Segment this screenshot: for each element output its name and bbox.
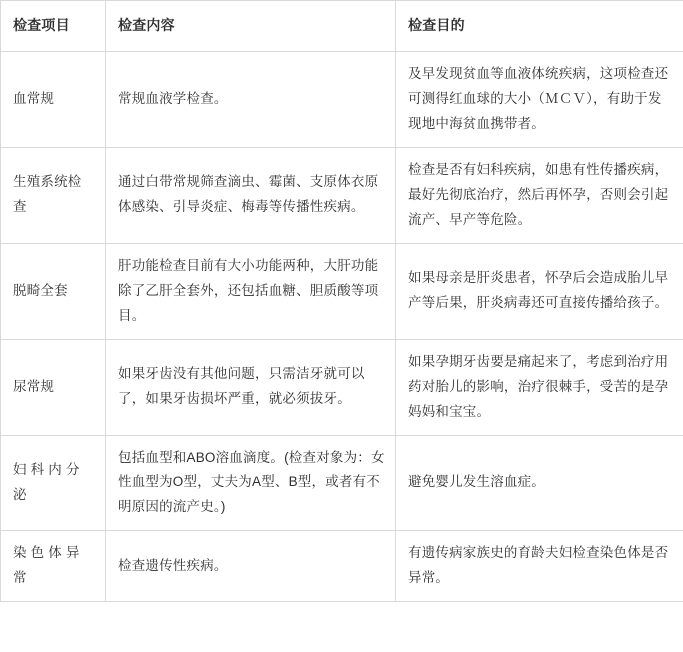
cell-item: 染 色 体 异 常 [1, 531, 106, 602]
cell-item: 生殖系统检查 [1, 147, 106, 243]
cell-item: 妇 科 内 分 泌 [1, 435, 106, 531]
table-row [1, 339, 683, 435]
cell-item: 血常规 [1, 51, 106, 147]
cell-purpose: 避免婴儿发生溶血症。 [396, 435, 683, 531]
cell-purpose: 有遗传病家族史的育龄夫妇检查染色体是否异常。 [396, 531, 683, 602]
table-header-row [1, 1, 683, 52]
cell-content: 通过白带常规筛查滴虫、霉菌、支原体衣原体感染、引导炎症、梅毒等传播性疾病。 [106, 147, 396, 243]
column-header-item: 检查项目 [1, 1, 106, 52]
cell-content: 检查遗传性疾病。 [106, 531, 396, 602]
table-row [1, 435, 683, 531]
table-row [1, 531, 683, 602]
table-row [1, 51, 683, 147]
table-row [1, 243, 683, 339]
table-row [1, 147, 683, 243]
cell-content: 如果牙齿没有其他问题，只需洁牙就可以了，如果牙齿损坏严重，就必须拔牙。 [106, 339, 396, 435]
cell-purpose: 如果孕期牙齿要是痛起来了，考虑到治疗用药对胎儿的影响，治疗很棘手，受苦的是孕妈妈和宝宝。 [396, 339, 683, 435]
cell-content: 包括血型和ABO溶血滴度。(检查对象为：女性血型为O型，丈夫为A型、B型，或者有不明原因的流产史。) [106, 435, 396, 531]
cell-item: 尿常规 [1, 339, 106, 435]
cell-content: 常规血液学检查。 [106, 51, 396, 147]
cell-purpose: 如果母亲是肝炎患者，怀孕后会造成胎儿早产等后果，肝炎病毒还可直接传播给孩子。 [396, 243, 683, 339]
cell-item: 脱畸全套 [1, 243, 106, 339]
column-header-content: 检查内容 [106, 1, 396, 52]
cell-purpose: 检查是否有妇科疾病，如患有性传播疾病，最好先彻底治疗，然后再怀孕，否则会引起流产、早产等危险。 [396, 147, 683, 243]
column-header-purpose: 检查目的 [396, 1, 683, 52]
cell-content: 肝功能检查目前有大小功能两种，大肝功能除了乙肝全套外，还包括血糖、胆质酸等项目。 [106, 243, 396, 339]
cell-purpose: 及早发现贫血等血液体统疾病，这项检查还可测得红血球的大小（ＭＣＶ），有助于发现地中海贫血携带者。 [396, 51, 683, 147]
